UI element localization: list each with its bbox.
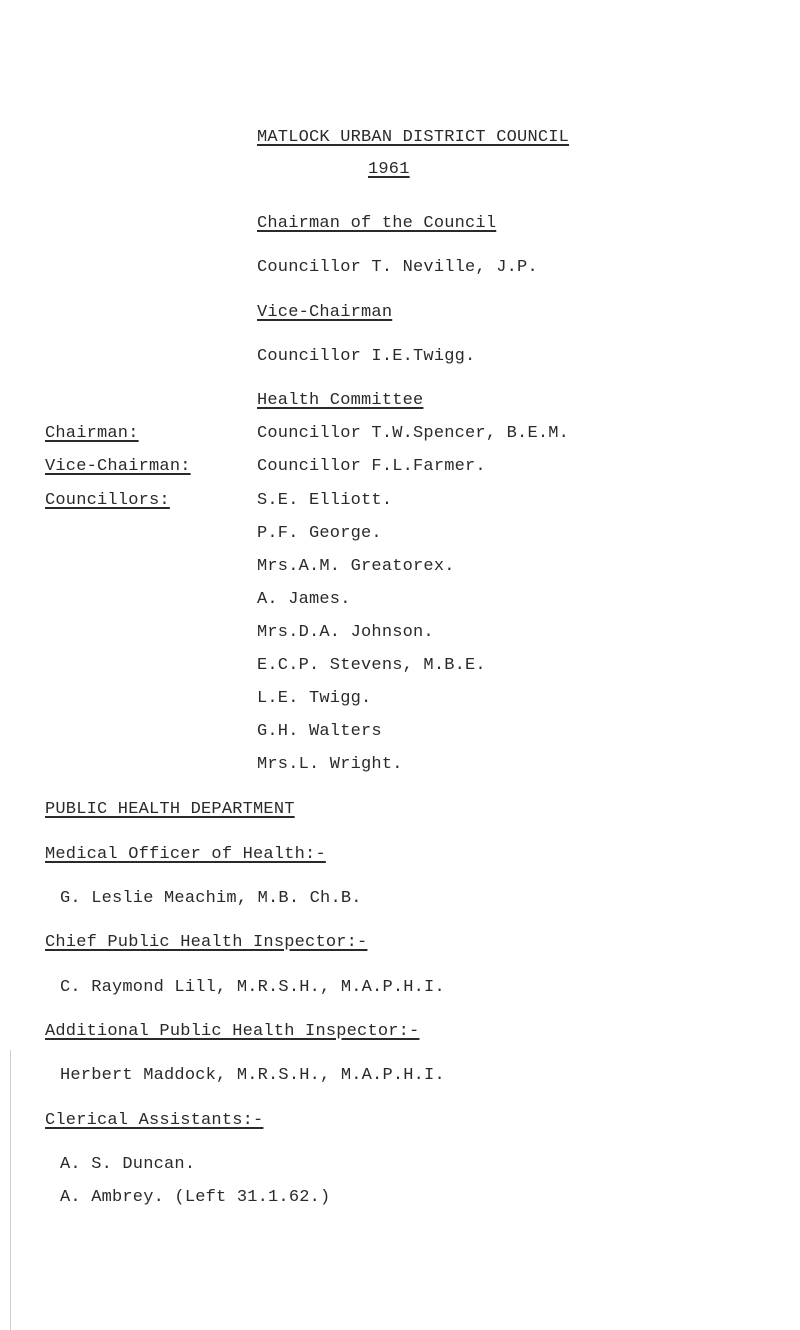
committee-chairman-value: Councillor T.W.Spencer, B.E.M.	[257, 424, 570, 443]
aphi-heading: Additional Public Health Inspector:-	[45, 1022, 420, 1041]
document-title: MATLOCK URBAN DISTRICT COUNCIL	[257, 128, 570, 147]
health-committee-heading: Health Committee	[257, 391, 424, 410]
committee-chairman-label: Chairman:	[45, 424, 139, 443]
chairman-name: Councillor T. Neville, J.P.	[257, 258, 538, 277]
public-health-department-heading: PUBLIC HEALTH DEPARTMENT	[45, 800, 295, 819]
councillor-list-item: P.F. George.	[257, 524, 382, 543]
moh-heading: Medical Officer of Health:-	[45, 845, 326, 864]
cphi-heading: Chief Public Health Inspector:-	[45, 933, 368, 952]
councillor-list-item: L.E. Twigg.	[257, 689, 372, 708]
committee-vice-chairman-value: Councillor F.L.Farmer.	[257, 457, 486, 476]
clerical-list-item: A. Ambrey. (Left 31.1.62.)	[60, 1188, 331, 1207]
cphi-name: C. Raymond Lill, M.R.S.H., M.A.P.H.I.	[60, 978, 445, 997]
committee-vice-chairman-label: Vice-Chairman:	[45, 457, 191, 476]
scan-edge-line	[10, 1050, 11, 1330]
councillor-list-item: A. James.	[257, 590, 351, 609]
document-year: 1961	[368, 160, 410, 179]
clerical-list-item: A. S. Duncan.	[60, 1155, 196, 1174]
councillor-list-item: S.E. Elliott.	[257, 491, 393, 510]
moh-name: G. Leslie Meachim, M.B. Ch.B.	[60, 889, 362, 908]
clerical-heading: Clerical Assistants:-	[45, 1111, 264, 1130]
chairman-heading: Chairman of the Council	[257, 214, 497, 233]
vice-chairman-name: Councillor I.E.Twigg.	[257, 347, 476, 366]
committee-councillors-label: Councillors:	[45, 491, 170, 510]
councillor-list-item: Mrs.A.M. Greatorex.	[257, 557, 455, 576]
councillor-list-item: G.H. Walters	[257, 722, 382, 741]
aphi-name: Herbert Maddock, M.R.S.H., M.A.P.H.I.	[60, 1066, 445, 1085]
councillor-list-item: E.C.P. Stevens, M.B.E.	[257, 656, 486, 675]
councillor-list-item: Mrs.L. Wright.	[257, 755, 403, 774]
vice-chairman-heading: Vice-Chairman	[257, 303, 393, 322]
councillor-list-item: Mrs.D.A. Johnson.	[257, 623, 434, 642]
